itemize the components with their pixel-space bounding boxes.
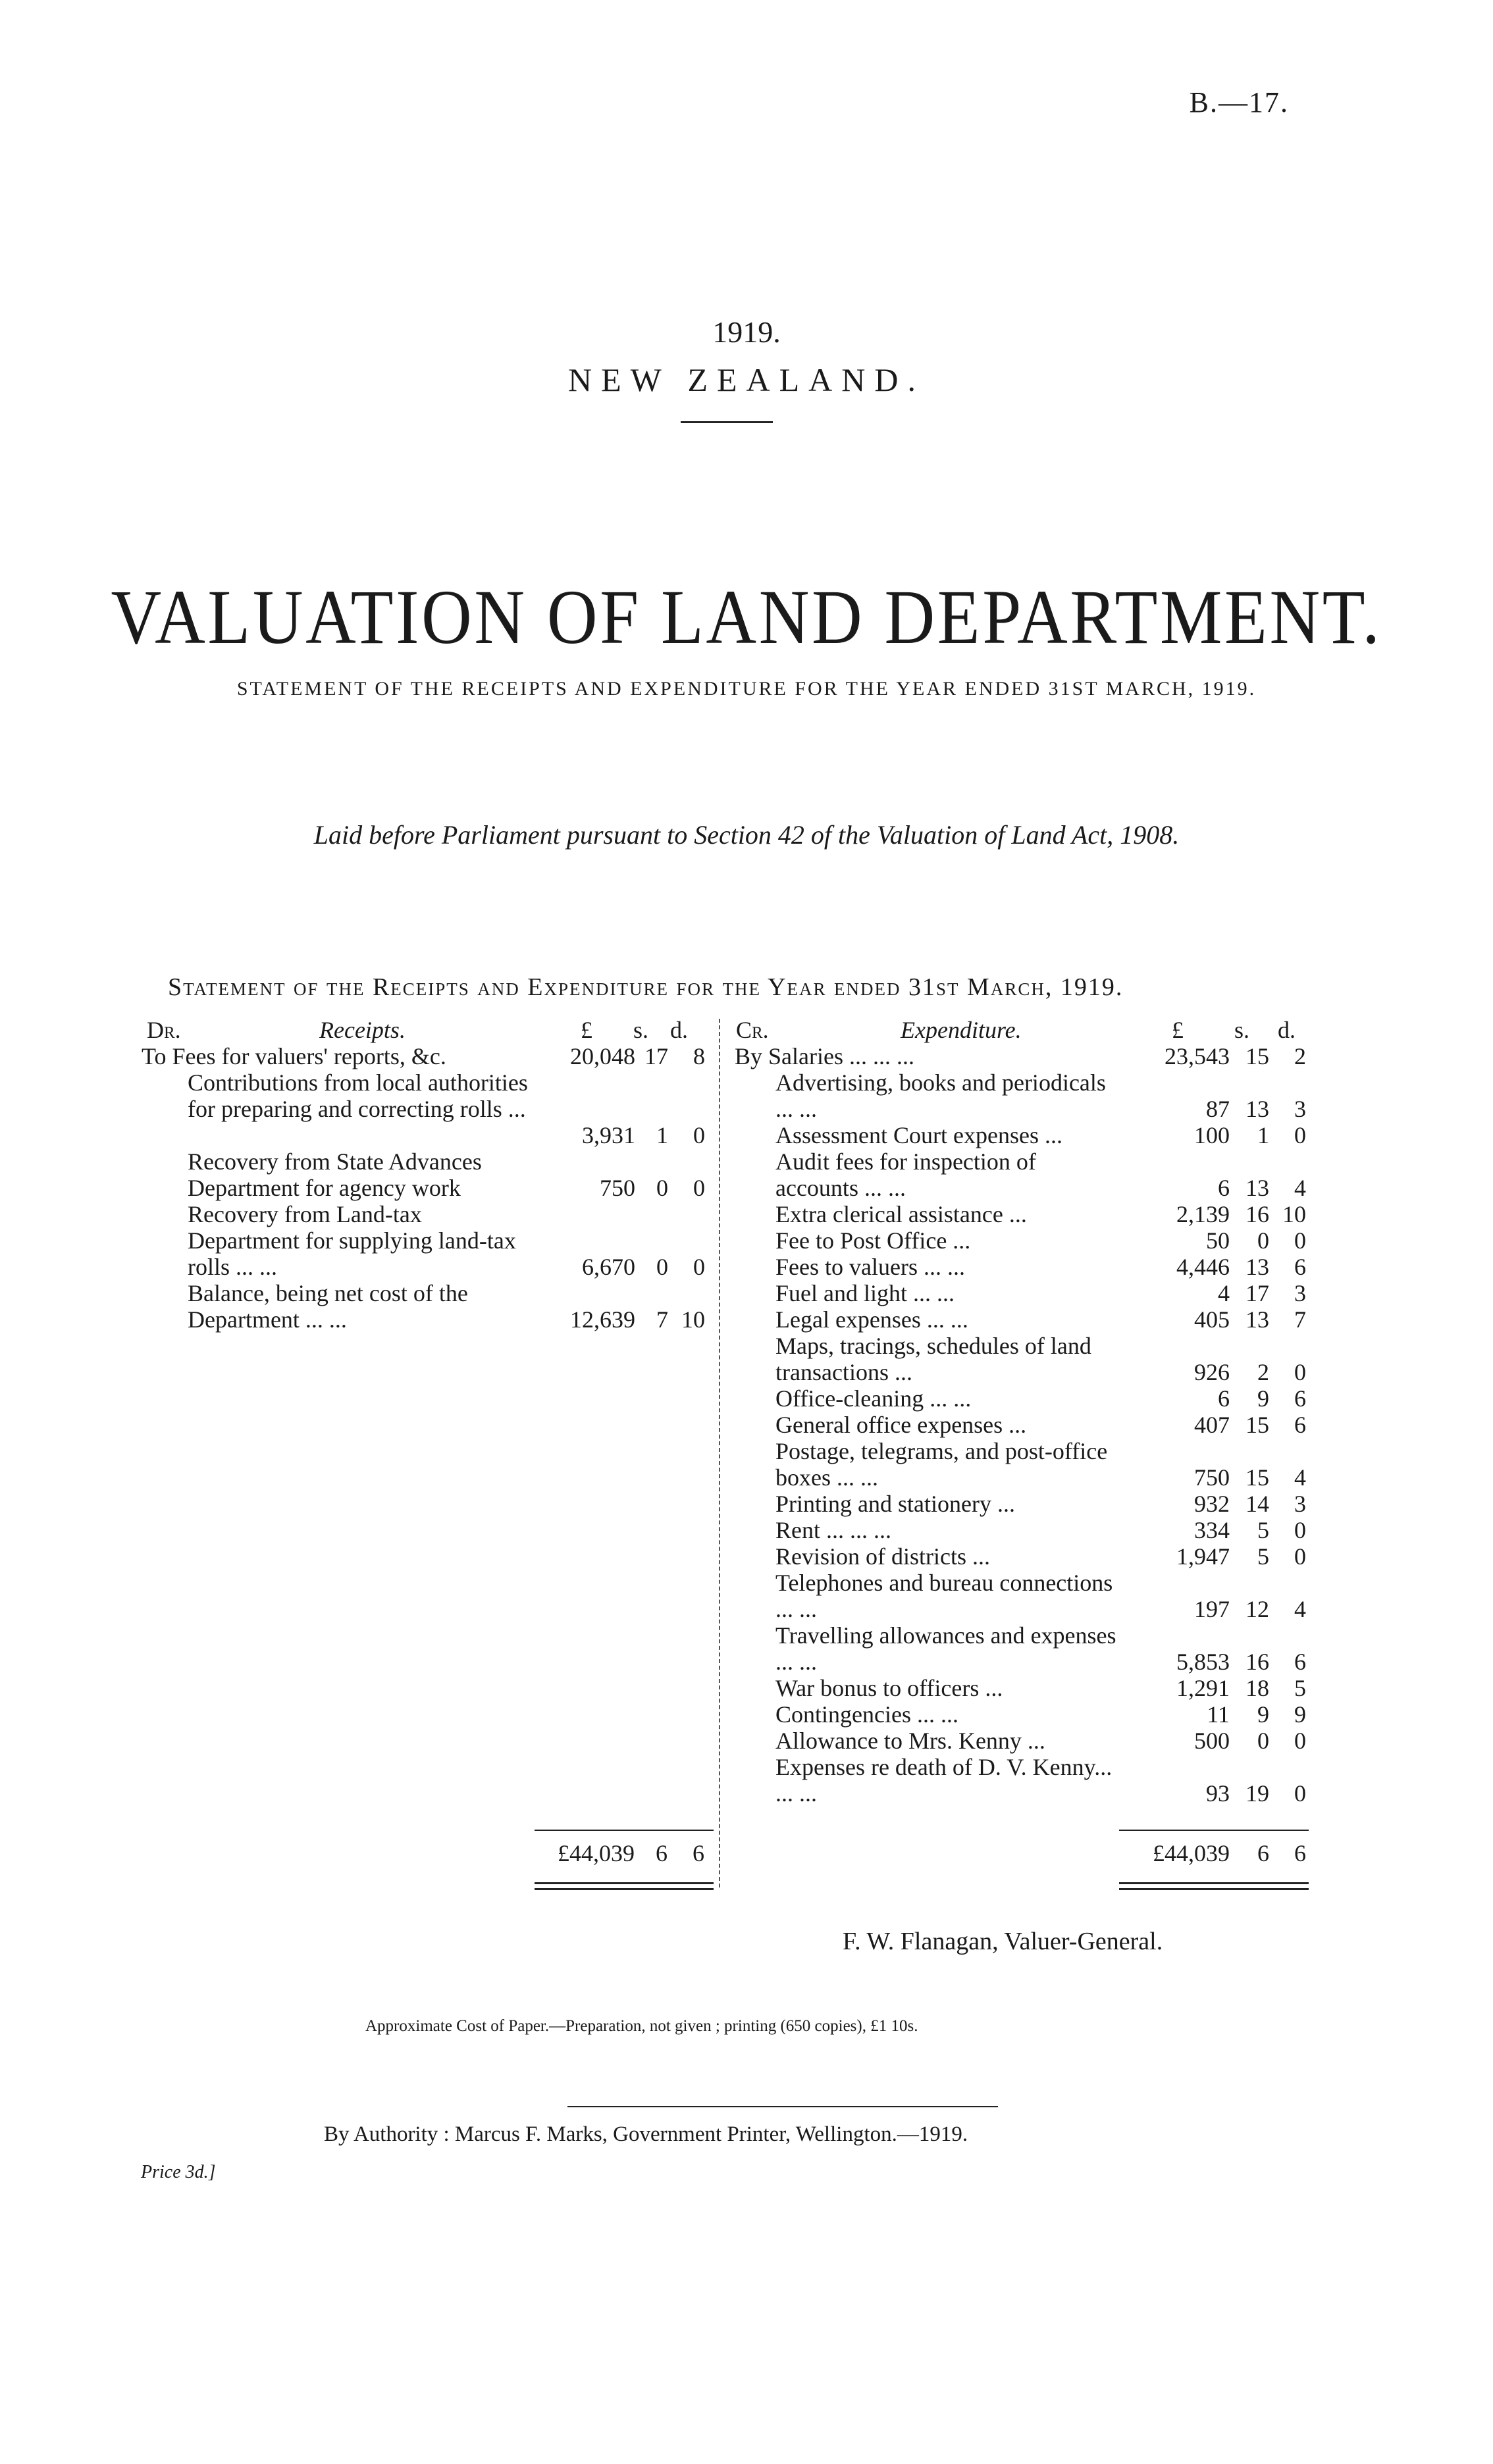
- table-row: [142, 1280, 714, 1333]
- table-row: [729, 1333, 1309, 1385]
- laid-before-note: Laid before Parliament pursuant to Section 42 of the Valuation of Land Act, 1908.: [313, 820, 1180, 850]
- pounds-header: £: [581, 1017, 592, 1043]
- row-shillings: 2: [1257, 1359, 1269, 1385]
- row-shillings: 5: [1257, 1517, 1269, 1543]
- row-desc: Extra clerical assistance ...: [775, 1201, 1027, 1227]
- row-pounds: 23,543: [1165, 1043, 1230, 1069]
- row-desc: Contingencies ... ...: [775, 1701, 958, 1728]
- row-pence: 5: [1294, 1675, 1306, 1701]
- statement-heading: Statement of the Receipts and Expenditure for the Year ended 31st March, 1919.: [168, 973, 1124, 1001]
- receipts-column: [142, 1017, 714, 1333]
- row-shillings: 1: [656, 1122, 668, 1148]
- table-row: [142, 1201, 714, 1280]
- table-row: [729, 1069, 1309, 1122]
- table-row: [729, 1043, 1309, 1069]
- row-shillings: 0: [1257, 1728, 1269, 1754]
- table-row: [729, 1754, 1309, 1807]
- row-shillings: 15: [1245, 1043, 1269, 1069]
- row-pounds: 6,670: [582, 1254, 635, 1280]
- page-title: VALUATION OF LAND DEPARTMENT.: [111, 574, 1382, 660]
- row-shillings: 13: [1245, 1254, 1269, 1280]
- row-pence: 4: [1294, 1596, 1306, 1622]
- page-subtitle: STATEMENT OF THE RECEIPTS AND EXPENDITURE FOR THE YEAR ENDED 31ST MARCH, 1919.: [236, 678, 1257, 700]
- row-pence: 0: [1294, 1227, 1306, 1254]
- row-pence: 0: [693, 1175, 705, 1201]
- receipts-header: [142, 1017, 714, 1043]
- table-row: [142, 1148, 714, 1201]
- row-pence: 6: [1294, 1412, 1306, 1438]
- row-desc: Contributions from local authorities for preparing and correcting rolls ...: [188, 1069, 528, 1122]
- row-pounds: 3,931: [582, 1122, 635, 1148]
- row-shillings: 12: [1245, 1596, 1269, 1622]
- row-shillings: 16: [1245, 1201, 1269, 1227]
- row-shillings: 1: [1257, 1122, 1269, 1148]
- row-pence: 10: [1282, 1201, 1306, 1227]
- row-shillings: 7: [656, 1306, 668, 1333]
- row-desc: Assessment Court expenses ...: [775, 1122, 1062, 1148]
- table-row: [729, 1148, 1309, 1201]
- row-desc: Printing and stationery ...: [775, 1491, 1015, 1517]
- row-desc: Advertising, books and periodicals ... ...: [775, 1069, 1106, 1122]
- receipts-heading: Receipts.: [319, 1017, 406, 1043]
- row-pence: 6: [1294, 1385, 1306, 1412]
- row-pounds: 500: [1194, 1728, 1230, 1754]
- row-pence: 2: [1294, 1043, 1306, 1069]
- expenditure-rows: [729, 1043, 1309, 1807]
- row-desc: Maps, tracings, schedules of land transactions ...: [775, 1333, 1091, 1385]
- row-pounds: 407: [1194, 1412, 1230, 1438]
- row-shillings: 15: [1245, 1464, 1269, 1491]
- paper-reference: B.—17.: [1189, 86, 1289, 118]
- table-row: [729, 1622, 1309, 1675]
- shillings-header: s.: [1234, 1017, 1249, 1043]
- row-pounds: 750: [1194, 1464, 1230, 1491]
- table-row: [142, 1069, 714, 1148]
- row-pence: 7: [1294, 1306, 1306, 1333]
- row-pence: 0: [1294, 1517, 1306, 1543]
- table-row: [142, 1043, 714, 1069]
- row-pence: 0: [1294, 1122, 1306, 1148]
- row-shillings: 5: [1257, 1543, 1269, 1570]
- table-row: [729, 1201, 1309, 1227]
- row-shillings: 0: [1257, 1227, 1269, 1254]
- row-shillings: 13: [1245, 1096, 1269, 1122]
- table-row: [729, 1543, 1309, 1570]
- row-desc: Rent ... ... ...: [775, 1517, 891, 1543]
- table-row: [729, 1570, 1309, 1622]
- receipts-total-pounds: £44,039: [558, 1840, 635, 1866]
- row-desc: Fees to valuers ... ...: [775, 1254, 965, 1280]
- row-pounds: 932: [1194, 1491, 1230, 1517]
- table-row: [729, 1385, 1309, 1412]
- table-row: [729, 1122, 1309, 1148]
- expenditure-total-double-rule: [1119, 1882, 1309, 1890]
- expenditure-column: [729, 1017, 1309, 1807]
- row-pounds: 2,139: [1176, 1201, 1230, 1227]
- row-pence: 6: [1294, 1254, 1306, 1280]
- table-row: [729, 1438, 1309, 1491]
- row-pounds: 11: [1207, 1701, 1230, 1728]
- row-desc: Fuel and light ... ...: [775, 1280, 955, 1306]
- row-pounds: 50: [1206, 1227, 1230, 1254]
- row-pounds: 1,291: [1176, 1675, 1230, 1701]
- price: Price 3d.]: [141, 2162, 216, 2182]
- row-pence: 0: [1294, 1728, 1306, 1754]
- expenditure-total-pence: 6: [1294, 1840, 1306, 1866]
- row-pence: 3: [1294, 1491, 1306, 1517]
- row-desc: Office-cleaning ... ...: [775, 1385, 972, 1412]
- row-desc: Fee to Post Office ...: [775, 1227, 971, 1254]
- row-pence: 0: [1294, 1543, 1306, 1570]
- table-row: [729, 1254, 1309, 1280]
- credit-label: Cr.: [736, 1017, 769, 1043]
- row-pence: 9: [1294, 1701, 1306, 1728]
- signature: F. W. Flanagan, Valuer-General.: [843, 1928, 1163, 1955]
- row-pounds: 6: [1218, 1175, 1230, 1201]
- row-shillings: 19: [1245, 1780, 1269, 1807]
- row-desc: War bonus to officers ...: [775, 1675, 1003, 1701]
- approximate-cost: Approximate Cost of Paper.—Preparation, not given ; printing (650 copies), £1 10s.: [365, 2017, 918, 2035]
- row-desc: Telephones and bureau connections ... ...: [775, 1570, 1113, 1622]
- row-pounds: 4,446: [1176, 1254, 1230, 1280]
- row-pounds: 750: [600, 1175, 635, 1201]
- row-desc: By Salaries ... ... ...: [735, 1043, 914, 1069]
- receipts-total-double-rule: [535, 1882, 714, 1890]
- shillings-header: s.: [633, 1017, 648, 1043]
- table-row: [729, 1517, 1309, 1543]
- table-row: [729, 1701, 1309, 1728]
- expenditure-header: [729, 1017, 1309, 1043]
- country: NEW ZEALAND.: [568, 361, 925, 398]
- row-desc: General office expenses ...: [775, 1412, 1027, 1438]
- row-shillings: 18: [1245, 1675, 1269, 1701]
- table-row: [729, 1412, 1309, 1438]
- column-divider: [719, 1019, 720, 1887]
- row-pounds: 197: [1194, 1596, 1230, 1622]
- row-pence: 0: [693, 1122, 705, 1148]
- expenditure-total-rule: [1119, 1830, 1309, 1831]
- receipts-total-shillings: 6: [656, 1840, 668, 1866]
- row-pence: 0: [1294, 1359, 1306, 1385]
- row-pounds: 20,048: [570, 1043, 635, 1069]
- row-pounds: 405: [1194, 1306, 1230, 1333]
- row-pounds: 87: [1206, 1096, 1230, 1122]
- row-pence: 0: [693, 1254, 705, 1280]
- receipts-total-rule: [535, 1830, 714, 1831]
- row-desc: Audit fees for inspection of accounts ... ...: [775, 1148, 1036, 1201]
- row-desc: Balance, being net cost of the Department ... ...: [188, 1280, 468, 1333]
- row-pounds: 6: [1218, 1385, 1230, 1412]
- table-row: [729, 1491, 1309, 1517]
- row-shillings: 14: [1245, 1491, 1269, 1517]
- pence-header: d.: [1278, 1017, 1296, 1043]
- row-desc: Recovery from Land-tax Department for supplying land-tax rolls ... ...: [188, 1201, 516, 1280]
- row-desc: Allowance to Mrs. Kenny ...: [775, 1728, 1045, 1754]
- debit-label: Dr.: [147, 1017, 181, 1043]
- row-pence: 3: [1294, 1280, 1306, 1306]
- row-pounds: 926: [1194, 1359, 1230, 1385]
- row-shillings: 17: [1245, 1280, 1269, 1306]
- row-desc: Recovery from State Advances Department for agency work: [188, 1148, 482, 1201]
- row-desc: Expenses re death of D. V. Kenny... ... ...: [775, 1754, 1113, 1807]
- row-desc: Travelling allowances and expenses ... ...: [775, 1622, 1116, 1675]
- row-shillings: 0: [656, 1254, 668, 1280]
- table-row: [729, 1306, 1309, 1333]
- year: 1919.: [712, 315, 781, 349]
- table-row: [729, 1675, 1309, 1701]
- receipts-total-pence: 6: [693, 1840, 704, 1866]
- row-pounds: 4: [1218, 1280, 1230, 1306]
- row-pence: 10: [681, 1306, 705, 1333]
- row-shillings: 13: [1245, 1306, 1269, 1333]
- row-desc: Legal expenses ... ...: [775, 1306, 968, 1333]
- row-shillings: 0: [656, 1175, 668, 1201]
- table-row: [729, 1728, 1309, 1754]
- table-row: [729, 1280, 1309, 1306]
- row-pence: 6: [1294, 1649, 1306, 1675]
- expenditure-heading: Expenditure.: [901, 1017, 1022, 1043]
- row-pence: 4: [1294, 1175, 1306, 1201]
- authority-line: By Authority : Marcus F. Marks, Government Printer, Wellington.—1919.: [324, 2122, 968, 2146]
- row-shillings: 17: [644, 1043, 668, 1069]
- pence-header: d.: [670, 1017, 688, 1043]
- row-pence: 8: [693, 1043, 705, 1069]
- row-desc: Postage, telegrams, and post-office boxes ... ...: [775, 1438, 1108, 1491]
- row-shillings: 13: [1245, 1175, 1269, 1201]
- pounds-header: £: [1172, 1017, 1184, 1043]
- row-desc: Revision of districts ...: [775, 1543, 990, 1570]
- row-pence: 3: [1294, 1096, 1306, 1122]
- row-desc: To Fees for valuers' reports, &c.: [142, 1043, 446, 1069]
- expenditure-total-pounds: £44,039: [1153, 1840, 1230, 1866]
- row-shillings: 9: [1257, 1385, 1269, 1412]
- row-pounds: 5,853: [1176, 1649, 1230, 1675]
- row-pounds: 334: [1194, 1517, 1230, 1543]
- row-shillings: 16: [1245, 1649, 1269, 1675]
- row-shillings: 9: [1257, 1701, 1269, 1728]
- row-pence: 4: [1294, 1464, 1306, 1491]
- authority-rule: [567, 2106, 998, 2107]
- title-rule: [681, 421, 773, 423]
- row-pounds: 93: [1206, 1780, 1230, 1807]
- row-pounds: 100: [1194, 1122, 1230, 1148]
- table-row: [729, 1227, 1309, 1254]
- row-pence: 0: [1294, 1780, 1306, 1807]
- expenditure-total-shillings: 6: [1257, 1840, 1269, 1866]
- row-pounds: 12,639: [570, 1306, 635, 1333]
- row-pounds: 1,947: [1176, 1543, 1230, 1570]
- row-shillings: 15: [1245, 1412, 1269, 1438]
